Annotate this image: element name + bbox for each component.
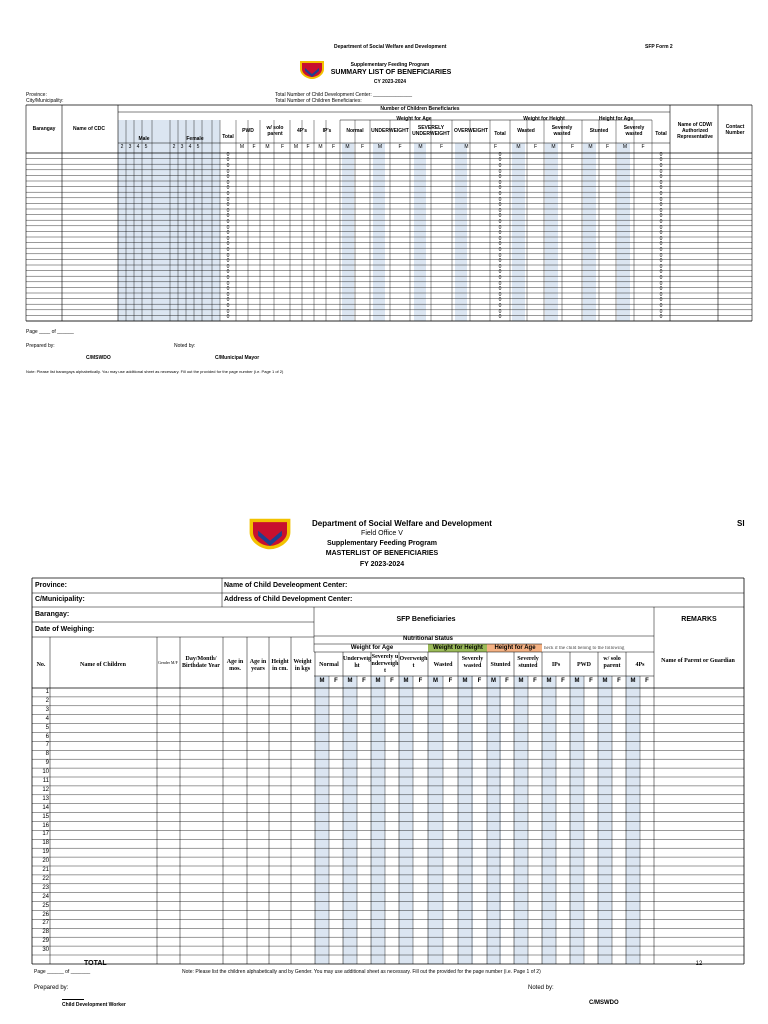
- master-m-cell: M: [462, 678, 468, 684]
- summary-zero-cell: 0: [226, 308, 230, 315]
- summary-zero-cell: 0: [659, 235, 663, 242]
- master-page-label: Page ______ of _______: [34, 969, 91, 975]
- summary-zero-cell: 0: [226, 191, 230, 197]
- summary-f-cell: F: [306, 144, 310, 150]
- master-height-header: Height in cm.: [271, 659, 289, 672]
- summary-zero-cell: 0: [226, 157, 230, 164]
- summary-age-cell: 3: [128, 144, 132, 150]
- summary-zero-cell: 0: [659, 213, 663, 220]
- master-cdw: Child Development Worker: [62, 1002, 126, 1008]
- master-row-number: 6: [45, 733, 49, 740]
- master-row-number: 7: [45, 742, 49, 749]
- wfh-shade-column: [458, 676, 473, 964]
- summary-zero-cell: 0: [498, 202, 502, 209]
- summary-form-no: SFP Form 2: [645, 44, 673, 50]
- master-age-yrs-header: Age in years: [249, 659, 267, 672]
- master-age-mos-header: Age in mos.: [226, 659, 244, 672]
- master-sev-underweight-header: Severely underweight: [371, 654, 399, 674]
- master-corner-text: SI: [737, 519, 745, 528]
- summary-zero-cell: 0: [226, 207, 230, 214]
- summary-zero-cell: 0: [226, 213, 230, 220]
- master-row-number: 23: [42, 884, 49, 891]
- wfa-shade-column: [371, 676, 385, 964]
- summary-zero-cell: 0: [226, 202, 230, 209]
- summary-f-cell: F: [493, 144, 498, 150]
- summary-zero-cell: 0: [659, 202, 663, 209]
- master-parent-header: Name of Parent or Guardian: [661, 658, 735, 664]
- master-birthday-header: Day/Month/ Birthdate Year: [182, 656, 220, 669]
- wfa-shade-column: [399, 676, 413, 964]
- master-wfh-header: Weight for Height: [433, 645, 483, 651]
- summary-total-cdc-label: Total Number of Child Development Center: ______________: [275, 92, 413, 98]
- master-row-number: 28: [42, 929, 49, 936]
- summary-zero-cell: 0: [659, 168, 663, 175]
- summary-m-cell: M: [318, 144, 323, 150]
- summary-wfa-header: Weight for Age: [396, 116, 432, 122]
- master-f-cell: F: [505, 678, 509, 684]
- master-m-cell: M: [375, 678, 381, 684]
- master-row-number: 21: [42, 867, 49, 873]
- summary-m-cell: M: [588, 144, 593, 150]
- master-row-number: 27: [42, 920, 49, 927]
- master-note: Note: Please list the children alphabetically and by Gender. You may use additional sheet as necessary. Fill out the provided for the page number (i.e. Page 1 of 2): [182, 969, 541, 975]
- summary-num-children-header: Number of Children Beneficiaries: [380, 106, 460, 112]
- summary-zero-cell: 0: [226, 219, 230, 225]
- master-normal-header: Normal: [319, 662, 339, 668]
- master-row-number: 1: [45, 689, 49, 695]
- summary-zero-cell: 0: [498, 241, 502, 248]
- summary-zero-cell: 0: [498, 286, 502, 293]
- summary-zero-cell: 0: [659, 314, 663, 321]
- summary-f-cell: F: [360, 144, 365, 150]
- master-m-cell: M: [491, 678, 496, 684]
- master-remarks: REMARKS: [681, 616, 717, 623]
- master-row-number: 30: [42, 947, 49, 954]
- summary-total2-header: Total: [494, 131, 506, 137]
- summary-m-cell: M: [464, 144, 469, 150]
- summary-zero-cell: 0: [226, 280, 230, 287]
- summary-contact-header: Contact Number: [725, 124, 745, 136]
- master-f-cell: F: [617, 678, 621, 684]
- summary-zero-cell: 0: [659, 258, 663, 265]
- master-row-number: 19: [42, 849, 49, 856]
- summary-zero-cell: 0: [226, 258, 230, 265]
- summary-city-label: City/Municipality:: [26, 98, 64, 104]
- summary-zero-cell: 0: [659, 207, 663, 214]
- master-no-header: No.: [36, 662, 46, 668]
- summary-page-label: Page ____ of ______: [26, 329, 74, 335]
- summary-zero-cell: 0: [498, 314, 502, 321]
- summary-m-cell: M: [265, 144, 270, 150]
- master-row-number: 8: [45, 751, 49, 758]
- summary-zero-cell: 0: [226, 303, 230, 309]
- master-row-number: 4: [45, 715, 49, 722]
- summary-zero-cell: 0: [659, 163, 663, 169]
- summary-cdc-header: Name of CDC: [73, 126, 105, 132]
- check-shade-column: [570, 676, 584, 964]
- summary-zero-cell: 0: [498, 174, 502, 181]
- master-m-cell: M: [347, 678, 353, 684]
- master-cmswdo: C/MSWDO: [589, 1000, 619, 1006]
- master-row-number: 13: [42, 795, 49, 802]
- master-prepared-by: Prepared by:: [34, 985, 69, 991]
- summary-solo-parent-header: w/ solo parent: [266, 125, 284, 137]
- master-row-number: 11: [42, 778, 49, 784]
- master-m-cell: M: [630, 678, 636, 684]
- master-f-cell: F: [390, 678, 394, 684]
- summary-zero-cell: 0: [226, 263, 230, 270]
- summary-zero-cell: 0: [226, 185, 230, 192]
- summary-zero-cell: 0: [659, 252, 663, 259]
- summary-zero-cell: 0: [498, 196, 502, 203]
- hfa-shade-column: [514, 676, 528, 964]
- master-m-cell: M: [433, 678, 438, 684]
- master-row-number: 5: [45, 724, 49, 731]
- master-sev-wasted-header: Severely wasted: [461, 656, 484, 669]
- summary-zero-cell: 0: [226, 252, 230, 259]
- summary-zero-cell: 0: [498, 303, 502, 309]
- master-row-number: 24: [42, 893, 49, 900]
- master-ips-header: IPs: [551, 662, 561, 668]
- master-barangay-label: Barangay:: [35, 611, 70, 618]
- master-row-number: 26: [42, 911, 49, 918]
- master-f-cell: F: [334, 678, 338, 684]
- summary-zero-cell: 0: [498, 308, 502, 315]
- summary-sev-underweight-header: SEVERELY UNDERWEIGHT: [412, 125, 450, 137]
- summary-zero-cell: 0: [659, 241, 663, 248]
- summary-zero-cell: 0: [498, 157, 502, 164]
- summary-zero-cell: 0: [659, 275, 663, 281]
- summary-zero-cell: 0: [498, 235, 502, 242]
- summary-underweight-header: UNDERWEIGHT: [371, 128, 409, 134]
- master-title: MASTERLIST OF BENEFICIARIES: [325, 550, 439, 557]
- master-sfp-beneficiaries: SFP Beneficiaries: [396, 616, 456, 623]
- master-row-number: 17: [42, 831, 49, 838]
- summary-zero-cell: 0: [498, 224, 502, 231]
- summary-male-header: Male: [138, 136, 150, 142]
- summary-zero-cell: 0: [498, 280, 502, 287]
- summary-zero-cell: 0: [226, 286, 230, 293]
- summary-zero-cell: 0: [498, 213, 502, 220]
- summary-age-cell: 5: [196, 144, 200, 150]
- summary-wfh-header: Weight for Height: [523, 116, 565, 122]
- master-sev-stunted-header: Severely stunted: [517, 656, 539, 669]
- master-f-cell: F: [533, 678, 537, 684]
- master-f-cell: F: [589, 678, 593, 684]
- summary-zero-cell: 0: [498, 258, 502, 265]
- summary-zero-cell: 0: [498, 275, 502, 281]
- summary-zero-cell: 0: [226, 297, 230, 304]
- summary-cmswdo: C/MSWDO: [86, 355, 111, 361]
- master-dept: Department of Social Welfare and Development: [312, 519, 492, 528]
- summary-zero-cell: 0: [498, 269, 502, 276]
- master-f-cell: F: [448, 678, 453, 684]
- master-row-number: 9: [45, 760, 49, 767]
- summary-age-cell: 4: [188, 144, 192, 150]
- wfa-shade-column: [343, 676, 357, 964]
- master-m-cell: M: [574, 678, 580, 684]
- summary-age-cell: 2: [172, 144, 176, 150]
- summary-overweight-header: OVERWEIGHT: [453, 128, 489, 134]
- summary-zero-cell: 0: [226, 179, 230, 186]
- master-f-cell: F: [418, 678, 423, 684]
- summary-zero-cell: 0: [659, 157, 663, 164]
- master-f-cell: F: [561, 678, 565, 684]
- summary-cdw-header: Name of CDW/ Authorized Representative: [677, 122, 713, 140]
- summary-age-cell: 5: [144, 144, 148, 150]
- master-solo-parent-header: w/ solo parent: [603, 656, 621, 669]
- summary-normal-header: Normal: [346, 128, 364, 134]
- summary-zero-cell: 0: [659, 297, 663, 304]
- summary-zero-cell: 0: [498, 247, 502, 253]
- summary-f-cell: F: [570, 144, 575, 150]
- master-f-cell: F: [362, 678, 366, 684]
- summary-f-cell: F: [533, 144, 538, 150]
- summary-stunted-header: Stunted: [589, 128, 609, 134]
- master-province-label: Province:: [35, 582, 67, 589]
- check-shade-column: [598, 676, 612, 964]
- summary-zero-cell: 0: [659, 308, 663, 315]
- summary-dept: Department of Social Welfare and Development: [334, 44, 447, 50]
- wfh-shade-column: [428, 676, 443, 964]
- summary-age-cell: 2: [120, 144, 124, 150]
- master-city-label: C/Municipality:: [35, 596, 85, 603]
- master-noted-by: Noted by:: [528, 985, 554, 991]
- summary-zero-cell: 0: [498, 252, 502, 259]
- master-row-number: 22: [42, 875, 49, 882]
- summary-zero-cell: 0: [498, 168, 502, 175]
- summary-cy: CY 2023-2024: [373, 79, 407, 85]
- master-row-number: 10: [42, 769, 49, 776]
- summary-zero-cell: 0: [226, 168, 230, 175]
- summary-zero-cell: 0: [659, 263, 663, 270]
- summary-age-cell: 4: [136, 144, 140, 150]
- master-signature-line: [62, 999, 84, 1000]
- master-row-number: 20: [42, 858, 49, 865]
- master-f-cell: F: [477, 678, 482, 684]
- summary-program: Supplementary Feeding Program: [350, 62, 430, 68]
- summary-prepared-by: Prepared by:: [26, 343, 55, 349]
- master-wasted-header: Wasted: [433, 662, 453, 668]
- master-m-cell: M: [319, 678, 325, 684]
- summary-zero-cell: 0: [226, 235, 230, 242]
- master-row-number: 15: [42, 813, 49, 820]
- summary-m-cell: M: [516, 144, 521, 150]
- summary-m-cell: M: [551, 144, 556, 150]
- summary-f-cell: F: [398, 144, 402, 150]
- check-shade-column: [626, 676, 640, 964]
- summary-m-cell: M: [239, 144, 245, 150]
- summary-zero-cell: 0: [498, 219, 502, 225]
- master-row-number: 16: [42, 822, 49, 829]
- master-pwd-header: PWD: [577, 662, 591, 668]
- summary-province-label: Province:: [26, 92, 47, 98]
- summary-pwd-header: PWD: [242, 128, 254, 134]
- summary-title: SUMMARY LIST OF BENEFICIARIES: [330, 69, 452, 76]
- master-f-cell: F: [645, 678, 649, 684]
- summary-sev-stunted-header: Severely wasted: [623, 125, 645, 137]
- master-field-office: Field Office V: [361, 530, 403, 537]
- wfa-shade-column: [315, 676, 329, 964]
- summary-total3-header: Total: [655, 131, 667, 137]
- master-cdc-name-label: Name of Child Develeopment Center:: [224, 582, 348, 589]
- summary-zero-cell: 0: [659, 185, 663, 192]
- summary-wasted-header: Wasted: [517, 128, 535, 134]
- summary-zero-cell: 0: [226, 230, 230, 237]
- master-4ps-header: 4Ps: [635, 662, 645, 668]
- summary-mayor: C/Municipal Mayor: [215, 355, 260, 361]
- summary-note: Note: Please list barangays alphabetically. You may use additional sheet as necessary. Fill out the provided for the page number (i.e. Page 1 of 2): [26, 369, 284, 374]
- summary-zero-cell: 0: [659, 174, 663, 181]
- summary-m-cell: M: [622, 144, 628, 150]
- summary-zero-cell: 0: [498, 191, 502, 197]
- summary-zero-cell: 0: [659, 247, 663, 253]
- hfa-shade-column: [487, 676, 501, 964]
- check-shade-column: [542, 676, 556, 964]
- summary-m-cell: M: [293, 144, 299, 150]
- master-row-number: 12: [42, 786, 49, 793]
- summary-f-cell: F: [605, 144, 610, 150]
- master-name-header: Name of Children: [80, 662, 126, 668]
- summary-4ps-header: 4P's: [296, 128, 308, 134]
- summary-zero-cell: 0: [498, 263, 502, 270]
- summary-zero-cell: 0: [659, 224, 663, 231]
- summary-m-cell: M: [345, 144, 350, 150]
- master-m-cell: M: [602, 678, 608, 684]
- master-fy: FY 2023-2024: [359, 561, 405, 568]
- summary-zero-cell: 0: [659, 269, 663, 276]
- summary-zero-cell: 0: [498, 163, 502, 169]
- master-row-number: 3: [45, 706, 49, 713]
- summary-hfa-header: Height for Age: [598, 116, 634, 122]
- master-total-value: 12: [695, 961, 703, 967]
- summary-total-children-label: Total Number of Children Beneficiaries:: [275, 98, 362, 104]
- summary-zero-cell: 0: [659, 191, 663, 197]
- summary-noted-by: Noted by:: [174, 343, 196, 349]
- master-row-number: 25: [42, 902, 49, 909]
- summary-barangay-header: Barangay: [32, 126, 56, 132]
- summary-f-cell: F: [439, 144, 444, 150]
- master-m-cell: M: [546, 678, 552, 684]
- summary-zero-cell: 0: [226, 174, 230, 181]
- master-date-label: Date of Weighing:: [35, 626, 95, 633]
- summary-sev-wasted-header: Severely wasted: [551, 125, 573, 137]
- summary-zero-cell: 0: [498, 185, 502, 192]
- summary-zero-cell: 0: [659, 219, 663, 225]
- master-cdc-address-label: Address of Child Development Center:: [224, 596, 353, 603]
- summary-zero-cell: 0: [226, 196, 230, 203]
- master-weight-header: Weight in kgs: [293, 659, 312, 672]
- master-program: Supplementary Feeding Program: [326, 540, 438, 547]
- summary-zero-cell: 0: [226, 247, 230, 253]
- summary-zero-cell: 0: [659, 196, 663, 203]
- master-nutritional-status: Nutritional Status: [402, 636, 453, 642]
- summary-zero-cell: 0: [226, 224, 230, 231]
- master-row-number: 29: [42, 938, 49, 945]
- master-underweight-header: Underweight: [343, 656, 371, 669]
- summary-zero-cell: 0: [659, 286, 663, 293]
- summary-zero-cell: 0: [498, 297, 502, 304]
- master-total-label: TOTAL: [84, 960, 107, 967]
- summary-total-header: Total: [222, 134, 234, 140]
- summary-zero-cell: 0: [659, 179, 663, 186]
- summary-zero-cell: 0: [226, 163, 230, 169]
- summary-zero-cell: 0: [659, 303, 663, 309]
- summary-zero-cell: 0: [659, 291, 663, 298]
- summary-f-cell: F: [641, 144, 645, 150]
- summary-zero-cell: 0: [498, 291, 502, 298]
- summary-zero-cell: 0: [498, 207, 502, 214]
- summary-zero-cell: 0: [226, 241, 230, 248]
- master-stunted-header: Stunted: [490, 662, 511, 668]
- master-wfa-header: Weight for Age: [350, 645, 394, 651]
- summary-m-cell: M: [418, 144, 423, 150]
- summary-zero-cell: 0: [226, 291, 230, 298]
- summary-f-cell: F: [331, 144, 336, 150]
- summary-zero-cell: 0: [226, 275, 230, 281]
- summary-zero-cell: 0: [498, 179, 502, 186]
- master-row-number: 14: [42, 804, 49, 811]
- summary-zero-cell: 0: [498, 151, 502, 158]
- master-m-cell: M: [403, 678, 409, 684]
- summary-zero-cell: 0: [498, 230, 502, 237]
- summary-female-header: Female: [186, 136, 204, 142]
- master-hfa-header: Height for Age: [494, 645, 536, 651]
- summary-zero-cell: 0: [226, 269, 230, 276]
- summary-zero-cell: 0: [226, 314, 230, 321]
- summary-ips-header: IP's: [322, 128, 332, 134]
- master-gender-header: Gender M/F: [158, 660, 178, 665]
- summary-zero-cell: 0: [659, 230, 663, 237]
- summary-m-cell: M: [377, 144, 383, 150]
- summary-f-cell: F: [252, 144, 256, 150]
- master-m-cell: M: [518, 678, 524, 684]
- summary-age-cell: 3: [180, 144, 184, 150]
- master-row-number: 2: [45, 697, 49, 704]
- summary-f-cell: F: [280, 144, 285, 150]
- master-row-number: 18: [42, 840, 49, 847]
- summary-zero-cell: 0: [226, 151, 230, 158]
- master-check-note: heck if the child belong to the following: [544, 646, 625, 651]
- summary-zero-cell: 0: [659, 151, 663, 158]
- summary-zero-cell: 0: [659, 280, 663, 287]
- master-overweight-header: Overweight: [399, 656, 428, 669]
